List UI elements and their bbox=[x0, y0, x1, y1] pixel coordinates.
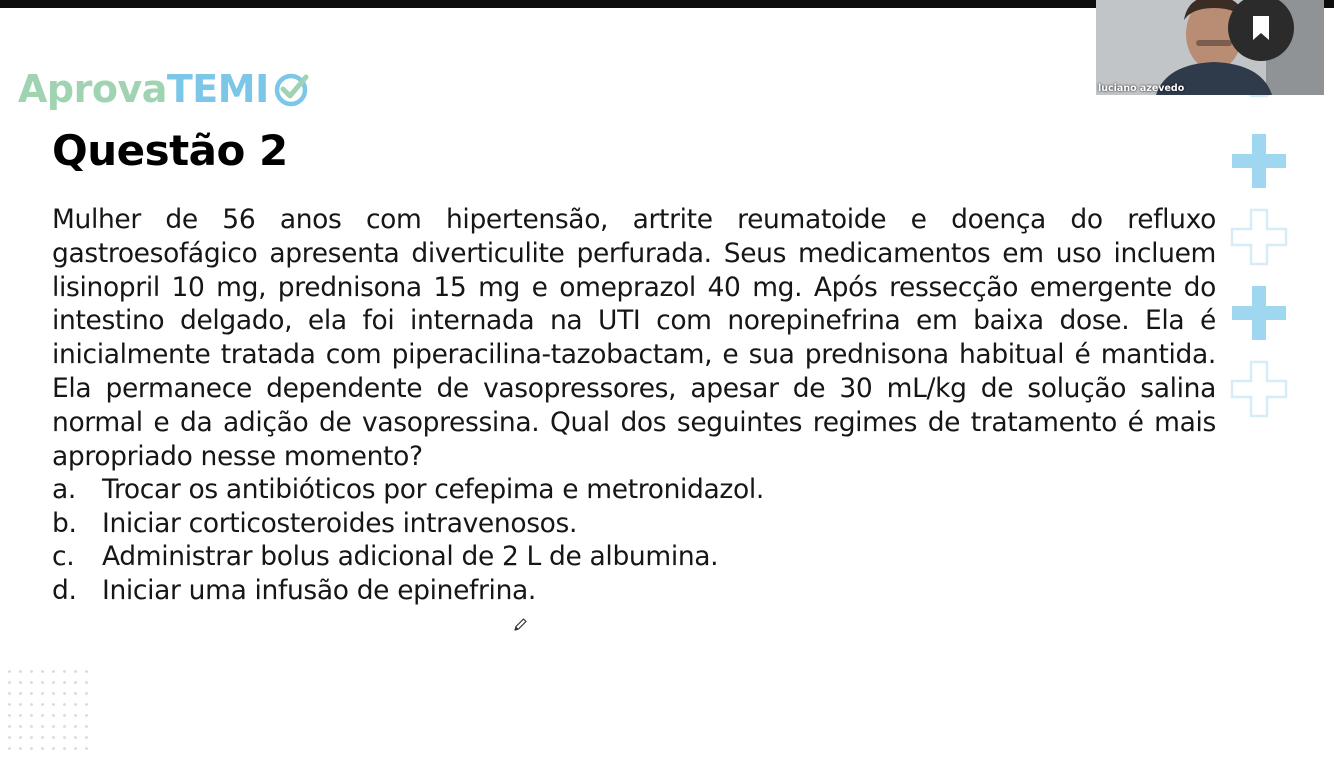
plus-cross-icon bbox=[1232, 286, 1286, 340]
option-d bbox=[52, 574, 764, 608]
option-a bbox=[52, 473, 764, 507]
logo-aprova-text: Aprova bbox=[18, 67, 167, 111]
option-letter: d. bbox=[52, 574, 77, 606]
option-text: Iniciar corticosteroides intravenosos. bbox=[102, 507, 578, 539]
decorative-dot-grid bbox=[4, 666, 96, 758]
logo-temi-text: TEMI bbox=[166, 67, 269, 111]
plus-cross-icon bbox=[1232, 362, 1286, 416]
plus-cross-icon bbox=[1232, 134, 1286, 188]
answer-options bbox=[52, 473, 764, 607]
option-text: Trocar os antibióticos por cefepima e metronidazol. bbox=[102, 474, 764, 505]
option-text: Iniciar uma infusão de epinefrina. bbox=[102, 574, 536, 606]
option-b bbox=[52, 507, 764, 541]
option-text: Administrar bolus adicional de 2 L de albumina. bbox=[102, 541, 719, 572]
option-letter: c. bbox=[52, 541, 75, 572]
question-text: Mulher de 56 anos com hipertensão, artrite reumatoide e doença do refluxo gastroesofágico apresenta diverticulite perfurada. Seus medicamentos em uso incluem lisinopril 10 mg, prednisona 15 mg e omeprazol 40 mg. Após ressecção emergente do intestino delgado, ela foi internada na UTI com norepinefrina em baixa dose. Ela é inicialmente tratada com piperacilina-tazobactam, e sua prednisona habitual é mantida. Ela permanece dependente de vasopressores, apesar de 30 mL/kg de solução salina normal e da adição de vasopressina. Qual dos seguintes regimes de tratamento é mais apropriado nesse momento? bbox=[52, 204, 1216, 472]
pencil-cursor-icon bbox=[512, 617, 528, 633]
option-letter: a. bbox=[52, 474, 76, 505]
check-circle-icon bbox=[273, 69, 313, 109]
option-letter: b. bbox=[52, 507, 77, 539]
aprovatemi-logo bbox=[18, 66, 313, 112]
question-title: Questão 2 bbox=[52, 126, 288, 175]
bookmark-icon bbox=[1251, 15, 1271, 41]
participant-name: luciano azevedo bbox=[1098, 83, 1185, 94]
plus-cross-icon bbox=[1232, 210, 1286, 264]
decorative-crosses bbox=[1226, 88, 1292, 428]
option-c bbox=[52, 540, 764, 574]
